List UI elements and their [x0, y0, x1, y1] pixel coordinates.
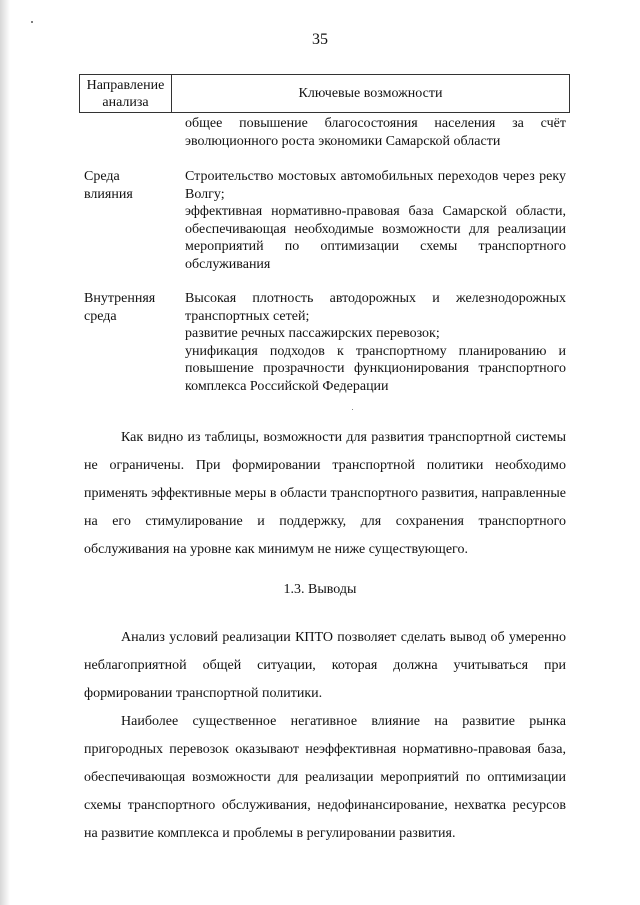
table-row-item: эффективная нормативно-правовая база Самарской области, обеспечивающая необходимые возможности для реализации мероприятий по оптимизации схемы транспортного обслуживания [185, 204, 566, 272]
table-row-item: развитие речных пассажирских перевозок; [185, 326, 440, 341]
table-row-text: общее повышение благосостояния населения за счёт эволюционного роста экономики Самарской области [185, 116, 566, 149]
table-header [79, 74, 570, 113]
table-row-label: Внутренняя среда [84, 291, 156, 324]
scan-speck [31, 21, 33, 23]
table-row-item: унификация подходов к транспортному планированию и повышение прозрачности функционирования транспортного комплекса Российской Федерации [185, 343, 566, 394]
paragraph-negative-impact: Наиболее существенное негативное влияние на развитие рынка пригородных перевозок оказывают неэффективная нормативно-правовая база, обеспечивающая возможности для реализации мероприятий по оптимизации схемы транспортного обслуживания, недофинансирование, нехватка ресурсов на развитие комплекса и проблемы в регулировании развития. [84, 714, 566, 841]
table-row-items [185, 290, 566, 395]
table-header-capabilities: Ключевые возможности [298, 85, 443, 101]
page-number: 35 [312, 31, 328, 48]
paragraph-conclusion-table: Как видно из таблицы, возможности для развития транспортной системы не ограничены. При формировании транспортной политики необходимо применять эффективные меры в области транспортного развития, направленные на его стимулирование и поддержку, для сохранения транспортного обслуживания на уровне как минимум не ниже существующего. [84, 430, 566, 557]
section-heading: 1.3. Выводы [283, 582, 357, 597]
table-row-item: Высокая плотность автодорожных и железнодорожных транспортных сетей; [185, 291, 566, 324]
table-row-label: Среда влияния [84, 169, 133, 202]
table-row-items [185, 168, 566, 273]
scan-speck [352, 409, 353, 410]
table-row-item: Строительство мостовых автомобильных переходов через реку Волгу; [185, 169, 566, 202]
table-header-direction: Направление анализа [80, 75, 172, 112]
scan-edge-shadow [0, 0, 10, 905]
paragraph-analysis: Анализ условий реализации КПТО позволяет сделать вывод об умеренно неблагоприятной общей ситуации, которая должна учитываться при формировании транспортной политики. [84, 630, 566, 701]
